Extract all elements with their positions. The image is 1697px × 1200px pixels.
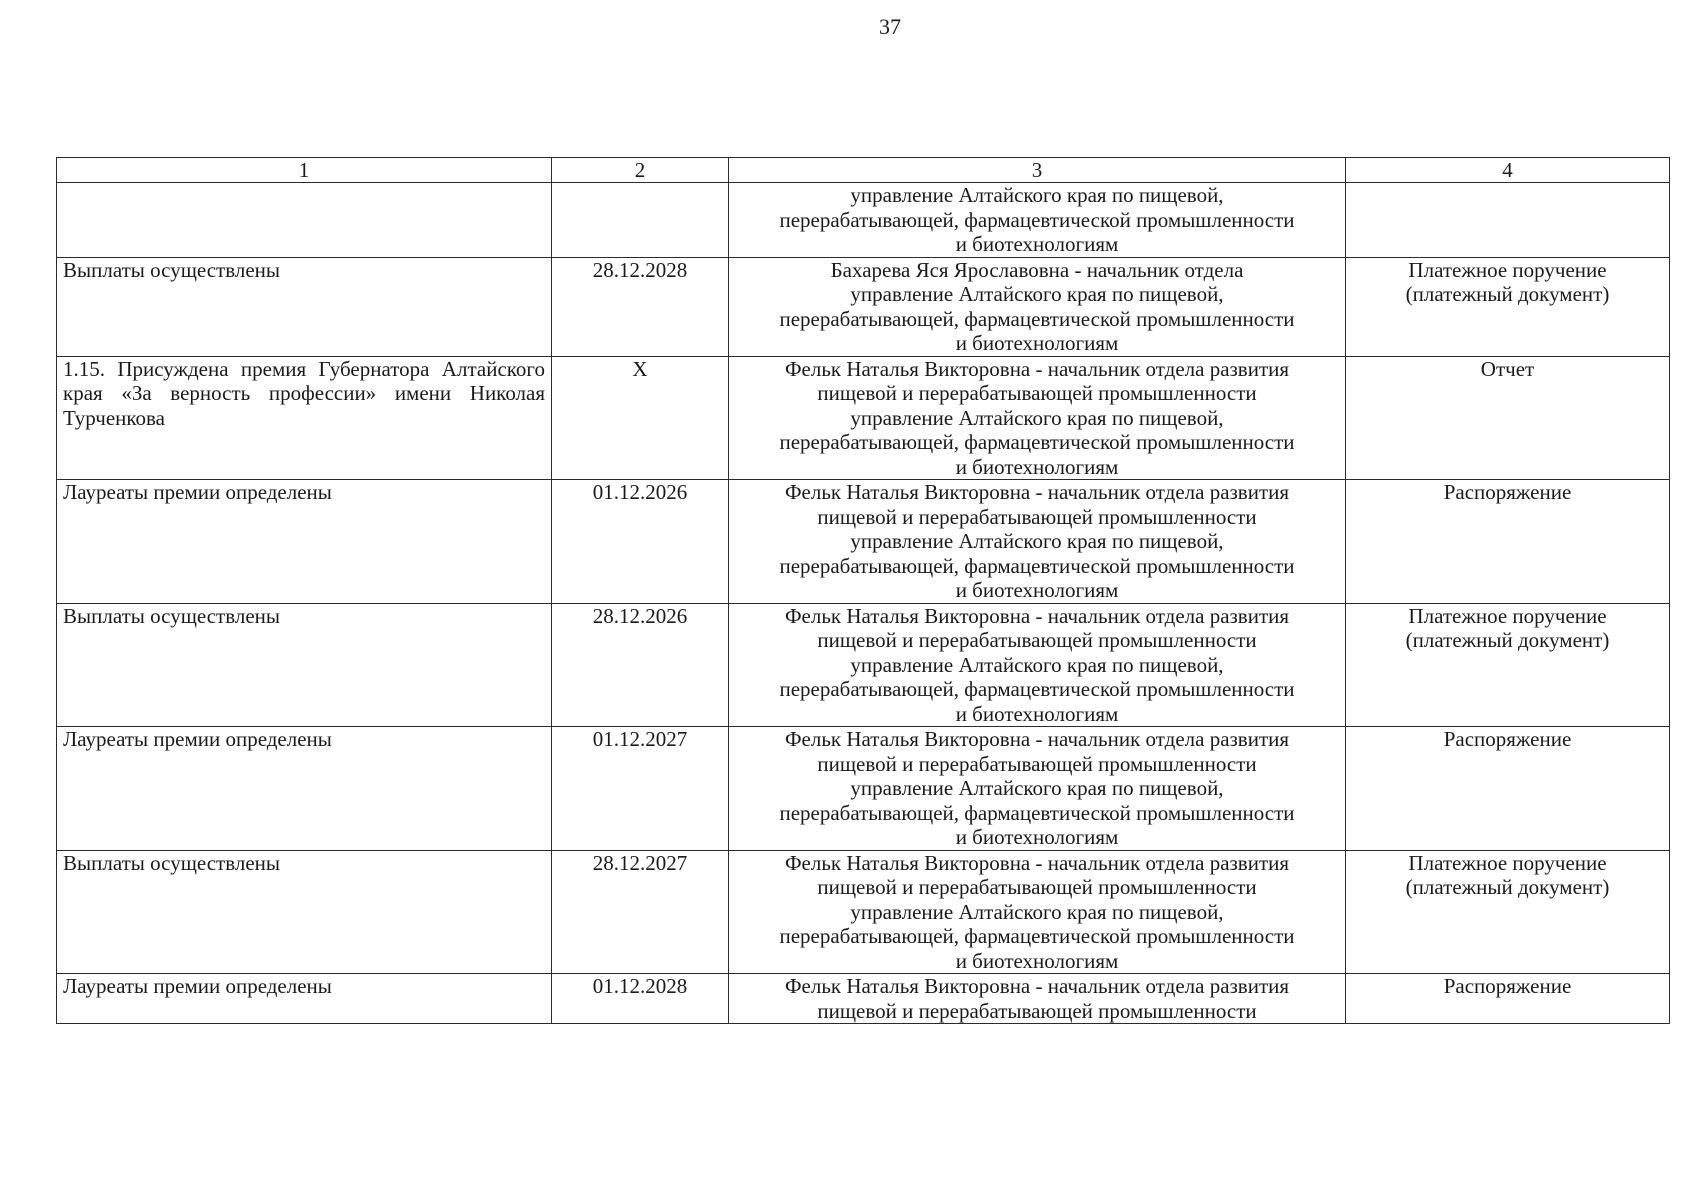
cell-line: перерабатывающей, фармацевтической промышленности — [779, 306, 1295, 331]
cell-text: 28.12.2026 — [592, 603, 688, 628]
cell-line: пищевой и перерабатывающей промышленности — [817, 998, 1257, 1023]
cell-text: Лауреаты премии определены — [63, 727, 332, 751]
cell-line: Фельк Наталья Викторовна - начальник отдела развития — [784, 356, 1290, 381]
column-header-3: 3 — [729, 158, 1346, 183]
date-cell — [552, 183, 729, 258]
milestone-cell — [57, 257, 552, 356]
responsible-cell — [729, 727, 1346, 851]
date-cell — [552, 356, 729, 480]
cell-text: Лауреаты премии определены — [63, 974, 332, 998]
responsible-cell — [729, 480, 1346, 604]
milestone-cell — [57, 974, 552, 1024]
cell-line: перерабатывающей, фармацевтической промышленности — [779, 677, 1295, 701]
table-row — [57, 183, 1670, 258]
cell-line: пищевой и перерабатывающей промышленности — [817, 751, 1257, 776]
cell-line: Платежное поручение — [1408, 257, 1607, 282]
cell-line: Фельк Наталья Викторовна - начальник отдела развития — [784, 727, 1290, 751]
date-cell — [552, 727, 729, 851]
cell-line: Платежное поручение — [1408, 603, 1607, 628]
page-number: 37 — [879, 14, 901, 39]
cell-text: Х — [632, 356, 648, 381]
cell-line: пищевой и перерабатывающей промышленности — [817, 628, 1257, 652]
document-cell — [1346, 603, 1670, 727]
cell-line: управление Алтайского края по пищевой, — [850, 282, 1224, 306]
responsible-cell — [729, 356, 1346, 480]
cell-line: Бахарева Яся Ярославовна - начальник отдела — [830, 257, 1244, 282]
cell-line: Фельк Наталья Викторовна - начальник отдела развития — [784, 850, 1290, 875]
cell-text: Выплаты осуществлены — [63, 257, 281, 282]
document-cell — [1346, 850, 1670, 974]
milestone-cell — [57, 603, 552, 727]
cell-text: Лауреаты премии определены — [63, 480, 332, 504]
table-body — [57, 183, 1670, 1024]
cell-line: и биотехнологиям — [955, 701, 1119, 726]
cell-line: управление Алтайского края по пищевой, — [850, 405, 1224, 430]
cell-line: управление Алтайского края по пищевой, — [850, 529, 1224, 553]
cell-line: Фельк Наталья Викторовна - начальник отдела развития — [784, 603, 1290, 628]
cell-line: перерабатывающей, фармацевтической промышленности — [779, 553, 1295, 578]
table-row — [57, 257, 1670, 356]
date-cell — [552, 603, 729, 727]
document-cell — [1346, 257, 1670, 356]
cell-line: управление Алтайского края по пищевой, — [850, 776, 1224, 800]
cell-line: управление Алтайского края по пищевой, — [850, 183, 1224, 207]
cell-line: и биотехнологиям — [955, 825, 1119, 849]
cell-line: Распоряжение — [1443, 727, 1572, 751]
cell-line: пищевой и перерабатывающей промышленности — [817, 381, 1257, 405]
cell-line: Фельк Наталья Викторовна - начальник отдела развития — [784, 974, 1290, 998]
cell-text: 28.12.2027 — [592, 850, 688, 875]
cell-line: Платежное поручение — [1408, 850, 1607, 875]
cell-line: Распоряжение — [1443, 480, 1572, 504]
cell-line: Распоряжение — [1443, 974, 1572, 998]
column-header-1: 1 — [57, 158, 552, 183]
date-cell — [552, 850, 729, 974]
milestone-cell — [57, 727, 552, 851]
responsible-cell — [729, 257, 1346, 356]
milestone-cell — [57, 183, 552, 258]
cell-line: управление Алтайского края по пищевой, — [850, 899, 1224, 924]
cell-line: (платежный документ) — [1405, 875, 1610, 899]
table-row — [57, 974, 1670, 1024]
cell-text: 01.12.2028 — [592, 974, 688, 998]
document-cell — [1346, 974, 1670, 1024]
milestone-cell — [57, 850, 552, 974]
document-cell — [1346, 480, 1670, 604]
responsible-cell — [729, 603, 1346, 727]
table-row — [57, 850, 1670, 974]
cell-text: Выплаты осуществлены — [63, 850, 281, 875]
cell-text: Выплаты осуществлены — [63, 603, 281, 628]
milestone-cell — [57, 356, 552, 480]
responsible-cell — [729, 850, 1346, 974]
document-table — [56, 157, 1670, 1024]
document-cell — [1346, 183, 1670, 258]
cell-line: Фельк Наталья Викторовна - начальник отдела развития — [784, 480, 1290, 504]
date-cell — [552, 974, 729, 1024]
cell-line: (платежный документ) — [1405, 628, 1610, 652]
table-row — [57, 603, 1670, 727]
column-header-4: 4 — [1346, 158, 1670, 183]
date-cell — [552, 480, 729, 604]
table-row — [57, 356, 1670, 480]
cell-line: и биотехнологиям — [955, 232, 1119, 256]
cell-text: 1.15. Присуждена премия Губернатора Алтайского края «За верность профессии» имени Николая Турченкова — [63, 356, 545, 430]
table-row — [57, 727, 1670, 851]
cell-line: и биотехнологиям — [955, 331, 1119, 355]
cell-line: пищевой и перерабатывающей промышленности — [817, 504, 1257, 529]
cell-text: 01.12.2026 — [592, 480, 688, 504]
document-cell — [1346, 727, 1670, 851]
table-row — [57, 480, 1670, 604]
cell-line: перерабатывающей, фармацевтической промышленности — [779, 207, 1295, 232]
table-header-row — [57, 158, 1670, 183]
cell-line: перерабатывающей, фармацевтической промышленности — [779, 924, 1295, 948]
date-cell — [552, 257, 729, 356]
responsible-cell — [729, 183, 1346, 258]
cell-line: перерабатывающей, фармацевтической промышленности — [779, 800, 1295, 825]
cell-line: управление Алтайского края по пищевой, — [850, 652, 1224, 677]
cell-line: и биотехнологиям — [955, 948, 1119, 973]
milestone-cell — [57, 480, 552, 604]
cell-line: перерабатывающей, фармацевтической промышленности — [779, 430, 1295, 454]
cell-text: 01.12.2027 — [592, 727, 688, 751]
cell-line: пищевой и перерабатывающей промышленности — [817, 875, 1257, 899]
cell-line: Отчет — [1480, 356, 1535, 381]
cell-line: (платежный документ) — [1405, 282, 1610, 306]
cell-text: 28.12.2028 — [592, 257, 688, 282]
responsible-cell — [729, 974, 1346, 1024]
cell-line: и биотехнологиям — [955, 454, 1119, 479]
document-cell — [1346, 356, 1670, 480]
cell-line: и биотехнологиям — [955, 578, 1119, 602]
column-header-2: 2 — [552, 158, 729, 183]
